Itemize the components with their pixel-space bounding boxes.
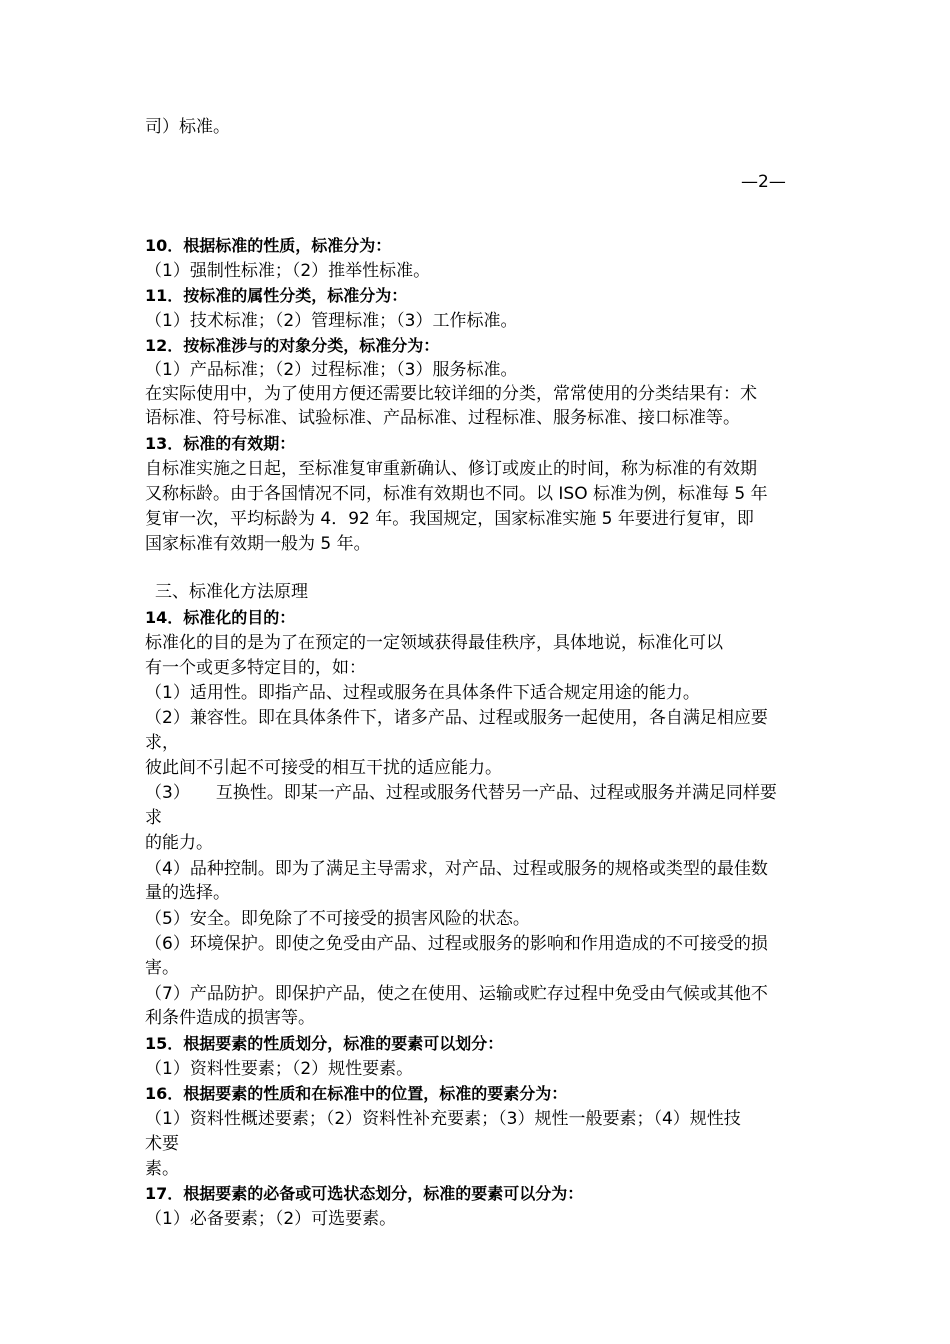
text-line: （1）必备要素；（2）可选要素。 — [145, 1209, 397, 1229]
text-line: 彼此间不引起不可接受的相互干扰的适应能力。 — [145, 758, 502, 778]
list-text: 互换性。即某一产品、过程或服务代替另一产品、过程或服务并满足同样要 — [215, 783, 777, 803]
text-line: （1）产品标准；（2）过程标准；（3）服务标准。 — [145, 360, 518, 380]
section-heading: 三、标准化方法原理 — [155, 582, 308, 602]
text-line: （5）安全。即免除了不可接受的损害风险的状态。 — [145, 909, 530, 929]
text-line: 求 — [145, 808, 162, 828]
text-line: （2）兼容性。即在具体条件下，诸多产品、过程或服务一起使用，各自满足相应要 — [145, 708, 768, 728]
text-line: 量的选择。 — [145, 883, 230, 903]
text-line: 自标准实施之日起，至标准复审重新确认、修订或废止的时间，称为标准的有效期 — [145, 459, 757, 479]
item-heading: 16．根据要素的性质和在标准中的位置，标准的要素分为： — [145, 1084, 568, 1103]
text-line: （1）适用性。即指产品、过程或服务在具体条件下适合规定用途的能力。 — [145, 683, 700, 703]
text-line: 素。 — [145, 1159, 179, 1179]
text-line: 在实际使用中，为了使用方便还需要比较详细的分类，常常使用的分类结果有：术 — [145, 384, 757, 404]
item-heading: 11．按标准的属性分类，标准分为： — [145, 286, 408, 305]
page-number: —2— — [741, 172, 786, 192]
text-line: 求， — [145, 733, 179, 753]
text-line: 又称标龄。由于各国情况不同，标准有效期也不同。以 ISO 标准为例，标准每 5 年 — [145, 484, 768, 504]
item-heading: 15．根据要素的性质划分，标准的要素可以划分： — [145, 1034, 504, 1053]
item-heading: 14．标准化的目的： — [145, 608, 296, 627]
text-line: 的能力。 — [145, 833, 213, 853]
list-marker: （3） — [145, 783, 190, 803]
text-line: （6）环境保护。即使之免受由产品、过程或服务的影响和作用造成的不可接受的损 — [145, 934, 768, 954]
text-line: （1）资料性概述要素；（2）资料性补充要素；（3）规性一般要素；（4）规性技 — [145, 1109, 741, 1129]
text-line: （1）资料性要素；（2）规性要素。 — [145, 1059, 414, 1079]
text-line: 复审一次，平均标龄为 4．92 年。我国规定，国家标准实施 5 年要进行复审，即 — [145, 509, 754, 529]
item-heading: 17．根据要素的必备或可选状态划分，标准的要素可以分为： — [145, 1184, 584, 1203]
item-heading: 12．按标准涉与的对象分类，标准分为： — [145, 336, 440, 355]
text-line: 标准化的目的是为了在预定的一定领域获得最佳秩序，具体地说，标准化可以 — [145, 633, 723, 653]
text-line: （1）强制性标准；（2）推举性标准。 — [145, 261, 431, 281]
text-line: 有一个或更多特定目的，如： — [145, 658, 366, 678]
text-line: 术要 — [145, 1134, 179, 1154]
item-heading: 13．标准的有效期： — [145, 434, 296, 453]
text-line: 语标准、符号标准、试验标准、产品标准、过程标准、服务标准、接口标准等。 — [145, 408, 740, 428]
text-line: （7）产品防护。即保护产品，使之在使用、运输或贮存过程中免受由气候或其他不 — [145, 984, 768, 1004]
text-line: （1）技术标准；（2）管理标准；（3）工作标准。 — [145, 311, 518, 331]
text-line: 国家标准有效期一般为 5 年。 — [145, 534, 371, 554]
item-heading: 10．根据标准的性质，标准分为： — [145, 236, 392, 255]
text-line: 司）标准。 — [145, 117, 230, 137]
text-line — [145, 781, 850, 805]
text-line: 害。 — [145, 958, 179, 978]
text-line: 利条件造成的损害等。 — [145, 1008, 315, 1028]
text-line: （4）品种控制。即为了满足主导需求，对产品、过程或服务的规格或类型的最佳数 — [145, 859, 768, 879]
